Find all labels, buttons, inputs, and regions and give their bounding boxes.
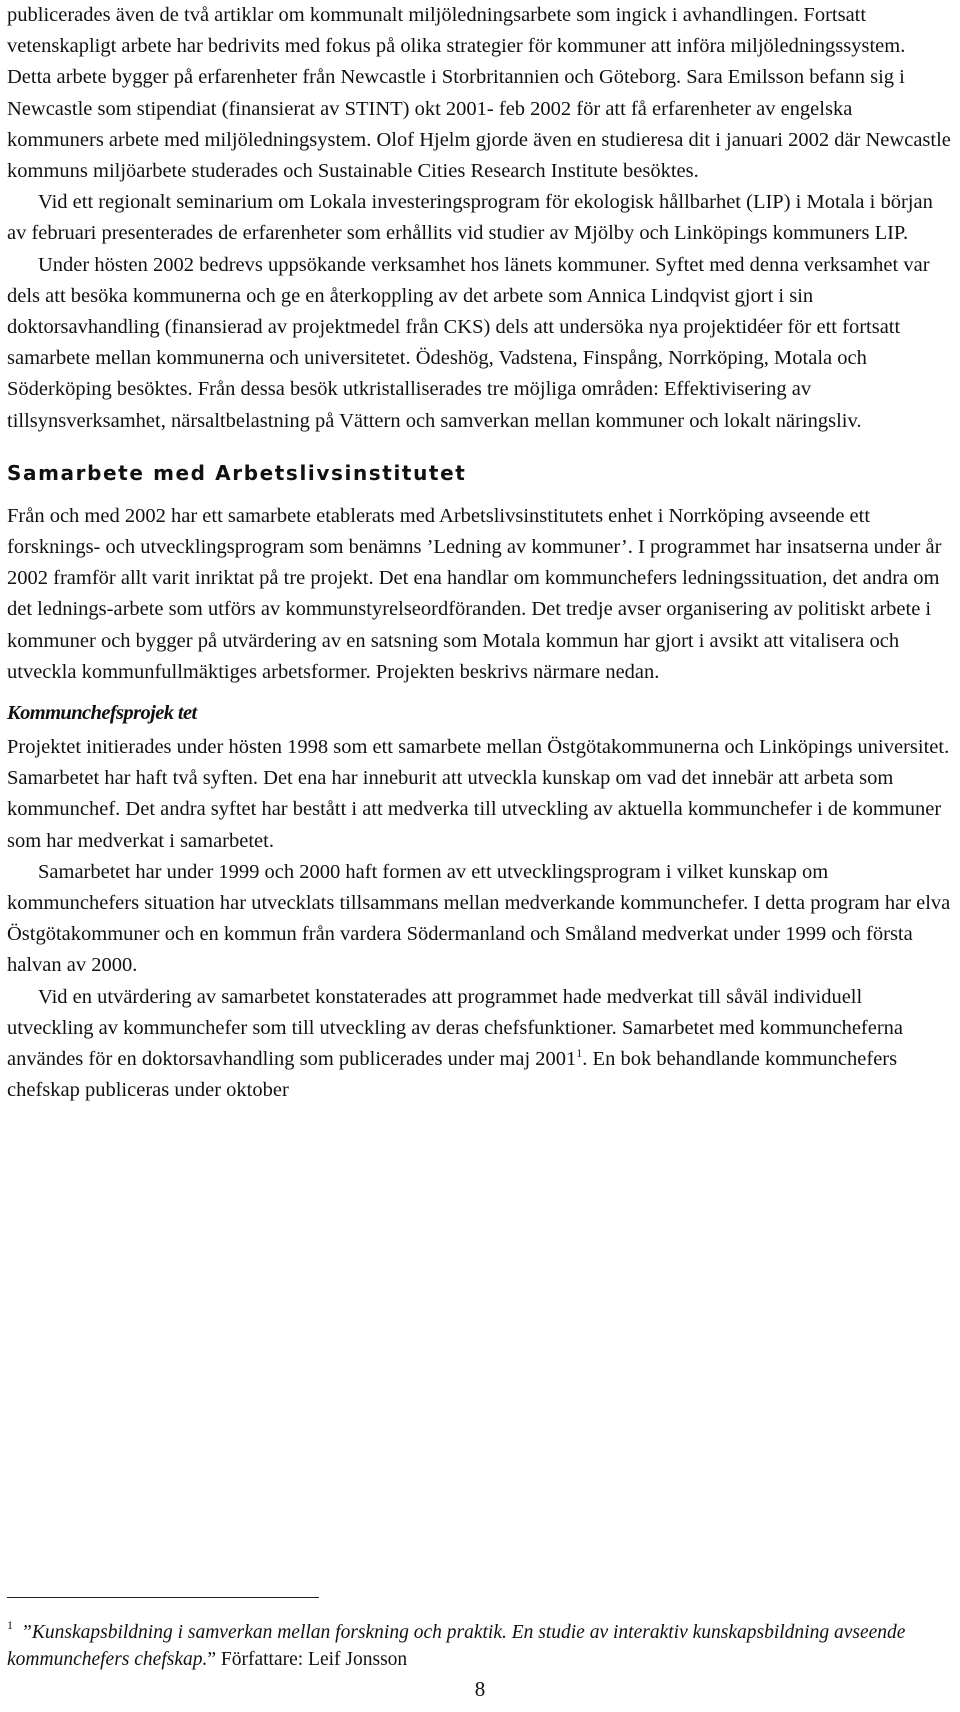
footnote-open-quote: ” — [21, 1622, 32, 1643]
last-paragraph-text: Vid en utvärdering av samarbetet konstaterades att programmet hade medverkat till såväl individuell utveckling av kommunchefer som till utveckling av deras chefsfunktioner. Samarbetet med kommuncheferna användes för en doktorsavhandling som publicerades under maj 2001 — [7, 985, 904, 1071]
sub-paragraph-1: Projektet initierades under hösten 1998 som ett samarbete mellan Östgötakommunerna och Linköpings universitet. Samarbetet har haft två syften. Det ena har inneburit att utveckla kunskap om vad det innebär att arbeta som kommunchef. Det andra syftet har bestått i att medverka till utveckling av aktuella kommunchefer i de kommuner som har medverkat i samarbetet. — [7, 736, 950, 852]
footnote — [7, 1612, 953, 1673]
paragraph-1: publicerades även de två artiklar om kommunalt miljöledningsarbete som ingick i avhandlingen. Fortsatt vetenskapligt arbete har bedrivits med fokus på olika strategier för kommuner att införa miljöledningssystem. Detta arbete bygger på erfarenheter från Newcastle i Storbritannien och Göteborg. Sara Emilsson befann sig i Newcastle som stipendiat (finansierat av STINT) okt 2001- feb 2002 för att få erfarenheter av engelska kommuners arbete med miljöledningsystem. Olof Hjelm gjorde även en studieresa dit i januari 2002 där Newcastle kommuns miljöarbete studerades och Sustainable Cities Research Institute besöktes. — [7, 4, 951, 183]
document-body — [7, 0, 953, 1107]
footnote-title: Kunskapsbildning i samverkan mellan forskning och praktik. En studie av interaktiv kunskapsbildning avseende kommunchefers chefskap. — [7, 1622, 906, 1670]
footnote-close-quote: ” — [207, 1649, 217, 1670]
footnote-author: Författare: Leif Jonsson — [216, 1649, 408, 1670]
sub-paragraph-2: Samarbetet har under 1999 och 2000 haft formen av ett utvecklingsprogram i vilket kunskap om kommunchefers situation har utvecklats tillsammans mellan medverkande kommunchefer. I detta program har elva Östgötakommuner och en kommun från vardera Södermanland och Småland medverkat under 1999 och första halvan av 2000. — [7, 860, 951, 977]
subheading: Kommunchefsprojek tet — [7, 702, 197, 725]
paragraph-3: Under hösten 2002 bedrevs uppsökande verksamhet hos länets kommuner. Syftet med denna verksamhet var dels att besöka kommunerna och ge en återkoppling av det arbete som Annica Lindqvist gjort i sin doktorsavhandling (finansierad av projektmedel från CKS) dels att undersöka nya projektidéer för ett fortsatt samarbete mellan kommunerna och universitetet. Ödeshög, Vadstena, Finspång, Norrköping, Motala och Söderköping besöktes. Från dessa besök utkristalliserades tre möjliga områden: Effektivisering av tillsynsverksamhet, närsaltbelastning på Vättern och samverkan mellan kommuner och lokalt näringsliv. — [7, 253, 930, 432]
page-number: 8 — [474, 1677, 486, 1701]
footnote-divider — [7, 1597, 319, 1598]
footnote-number: 1 — [7, 1618, 13, 1632]
section-paragraph: Från och med 2002 har ett samarbete etablerats med Arbetslivsinstitutets enhet i Norrköping avseende ett forsknings- och utvecklingsprogram som benämns ’Ledning av kommuner’. I programmet har insatserna under år 2002 framför allt varit inriktat på tre projekt. Det ena handlar om kommunchefers ledningssituation, det andra om det lednings-arbete som utförs av kommunstyrelseordföranden. Det tredje avser organisering av politiskt arbete i kommuner och bygger på utvärdering av en satsning som Motala kommun har gjort i avsikt att vitalisera och utveckla kommunfullmäktiges arbetsformer. Projekten beskrivs närmare nedan. — [7, 504, 942, 683]
paragraph-2: Vid ett regionalt seminarium om Lokala investeringsprogram för ekologisk hållbarhet (LIP) i Motala i början av februari presenterades de erfarenheter som erhållits vid studier av Mjölby och Linköpings kommuners LIP. — [7, 191, 933, 245]
last-paragraph — [7, 982, 953, 1107]
last-paragraph-continuation: . En bok behandlande kommunchefers chefskap publiceras under oktober — [7, 1048, 898, 1102]
section-heading: Samarbete med Arbetslivsinstitutet — [7, 460, 467, 485]
footnote-reference[interactable]: 1 — [576, 1046, 583, 1061]
